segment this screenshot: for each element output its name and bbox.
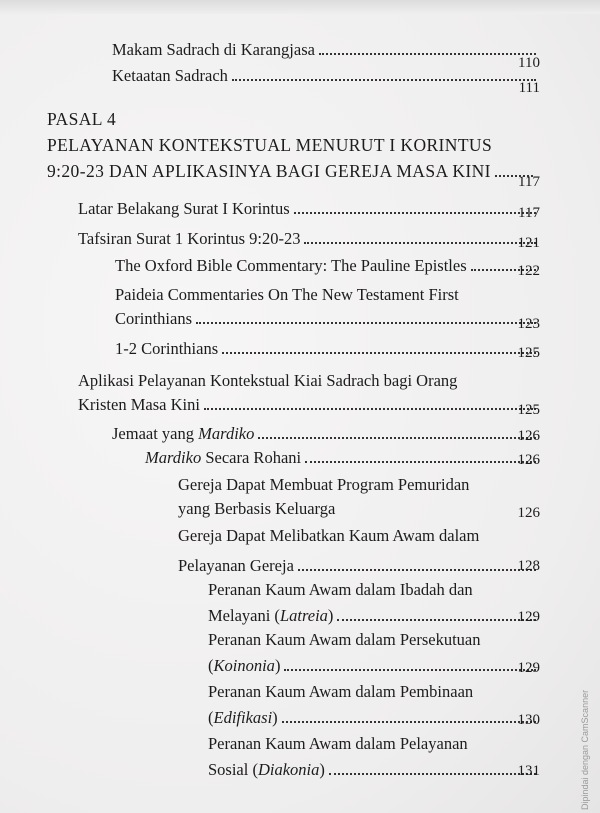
toc-entry <box>178 524 540 578</box>
toc-title-line-2 <box>208 604 333 628</box>
leader-dots <box>282 721 536 723</box>
leader-dots <box>258 437 536 439</box>
toc-title-line-2 <box>208 706 278 730</box>
leader-dots <box>298 569 536 571</box>
toc-page-number: 117 <box>518 205 540 221</box>
title-text: ( <box>208 708 214 727</box>
title-italic: Mardiko <box>198 424 255 443</box>
toc-page-number: 125 <box>517 402 540 418</box>
page-top-edge <box>0 0 600 14</box>
leader-dots <box>305 461 536 463</box>
toc-page-number: 110 <box>518 55 540 71</box>
toc-title-line-1: Peranan Kaum Awam dalam Persekutuan <box>208 630 481 649</box>
toc-title-line-1: Gereja Dapat Melibatkan Kaum Awam dalam <box>178 526 480 545</box>
toc-title-line-1: Aplikasi Pelayanan Kontekstual Kiai Sadrach bagi Orang <box>78 371 458 390</box>
toc-title-line-1: Peranan Kaum Awam dalam Pembinaan <box>208 682 474 701</box>
scanner-watermark: Dipindai dengan CamScanner <box>580 689 590 810</box>
title-text: ( <box>208 656 214 675</box>
toc-title-line-1: Gereja Dapat Membuat Program Pemuridan <box>178 475 470 494</box>
toc-page-number: 129 <box>517 660 540 676</box>
leader-dots <box>337 619 536 621</box>
toc-entry <box>78 227 540 251</box>
toc-page-number: 131 <box>517 763 540 779</box>
toc-entry <box>145 446 540 470</box>
toc-entry <box>112 422 540 446</box>
leader-dots <box>284 669 536 671</box>
toc-page-number: 130 <box>517 712 540 728</box>
title-italic: Koinonia <box>213 656 275 675</box>
toc-page-number: 117 <box>518 174 540 190</box>
toc-page-number: 126 <box>517 452 540 468</box>
toc-entry <box>178 473 540 521</box>
leader-dots <box>222 352 536 354</box>
toc-page-number: 126 <box>517 505 540 521</box>
toc-title-line-1: Paideia Commentaries On The New Testament First <box>115 285 459 304</box>
leader-dots <box>319 53 536 55</box>
toc-title <box>112 422 254 446</box>
leader-dots <box>204 408 536 410</box>
toc-entry <box>115 254 540 278</box>
toc-entry <box>208 732 540 782</box>
toc-title-line-2: Pelayanan Gereja <box>178 556 294 575</box>
toc-title-line-2: yang Berbasis Keluarga <box>178 499 336 518</box>
toc-title: The Oxford Bible Commentary: The Pauline Epistles <box>115 256 467 275</box>
leader-dots <box>196 322 536 324</box>
title-text: Melayani ( <box>208 606 280 625</box>
toc-entry <box>112 38 540 62</box>
toc-title-line-1: Peranan Kaum Awam dalam Pelayanan <box>208 734 468 753</box>
leader-dots <box>304 242 536 244</box>
toc-title-line-2: Corinthians <box>115 309 192 328</box>
toc-title-line-2 <box>208 654 280 678</box>
toc-entry <box>115 337 540 361</box>
toc-title: Tafsiran Surat 1 Korintus 9:20-23 <box>78 229 301 248</box>
toc-page-number: 121 <box>517 235 540 251</box>
toc-entry <box>208 680 540 730</box>
toc-page-number: 128 <box>517 558 540 574</box>
toc-entry <box>112 64 540 88</box>
title-text: ) <box>327 606 334 625</box>
toc-title-line-1: Peranan Kaum Awam dalam Ibadah dan <box>208 580 473 599</box>
title-text: ) <box>272 708 278 727</box>
toc-title <box>145 446 301 470</box>
toc-page-number: 125 <box>517 345 540 361</box>
leader-dots <box>329 773 536 775</box>
toc-title: Makam Sadrach di Karangjasa <box>112 40 315 59</box>
toc-entry <box>208 578 540 628</box>
chapter-label: PASAL 4 <box>47 109 117 129</box>
toc-title-line-2: Kristen Masa Kini <box>78 395 200 414</box>
title-text: ) <box>274 656 281 675</box>
leader-dots <box>294 212 536 214</box>
toc-entry <box>208 628 540 678</box>
title-italic: Edifikasi <box>213 708 273 727</box>
title-text: Sosial ( <box>208 760 258 779</box>
chapter-title-line-1: PELAYANAN KONTEKSTUAL MENURUT I KORINTUS <box>47 135 493 155</box>
leader-dots <box>232 79 536 81</box>
toc-page-number: 111 <box>518 80 540 96</box>
chapter-title-line-2: 9:20-23 DAN APLIKASINYA BAGI GEREJA MASA KINI <box>47 161 491 181</box>
title-italic: Latreia <box>279 606 328 625</box>
title-italic: Mardiko <box>145 448 202 467</box>
toc-entry <box>115 283 540 331</box>
chapter-heading <box>47 106 537 184</box>
title-text: ) <box>319 760 325 779</box>
toc-page-number: 122 <box>517 263 540 279</box>
toc-title: Ketaatan Sadrach <box>112 66 228 85</box>
toc-page-number: 123 <box>517 316 540 332</box>
toc-title: 1-2 Corinthians <box>115 339 219 358</box>
toc-page-number: 126 <box>517 428 540 444</box>
toc-entry <box>78 197 540 221</box>
title-text: Secara Rohani <box>201 448 302 467</box>
toc-title: Latar Belakang Surat I Korintus <box>78 199 290 218</box>
title-italic: Diakonia <box>257 760 320 779</box>
toc-entry <box>78 369 540 417</box>
toc-page-number: 129 <box>517 609 540 625</box>
title-text: Jemaat yang <box>112 424 199 443</box>
toc-title-line-2 <box>208 758 325 782</box>
